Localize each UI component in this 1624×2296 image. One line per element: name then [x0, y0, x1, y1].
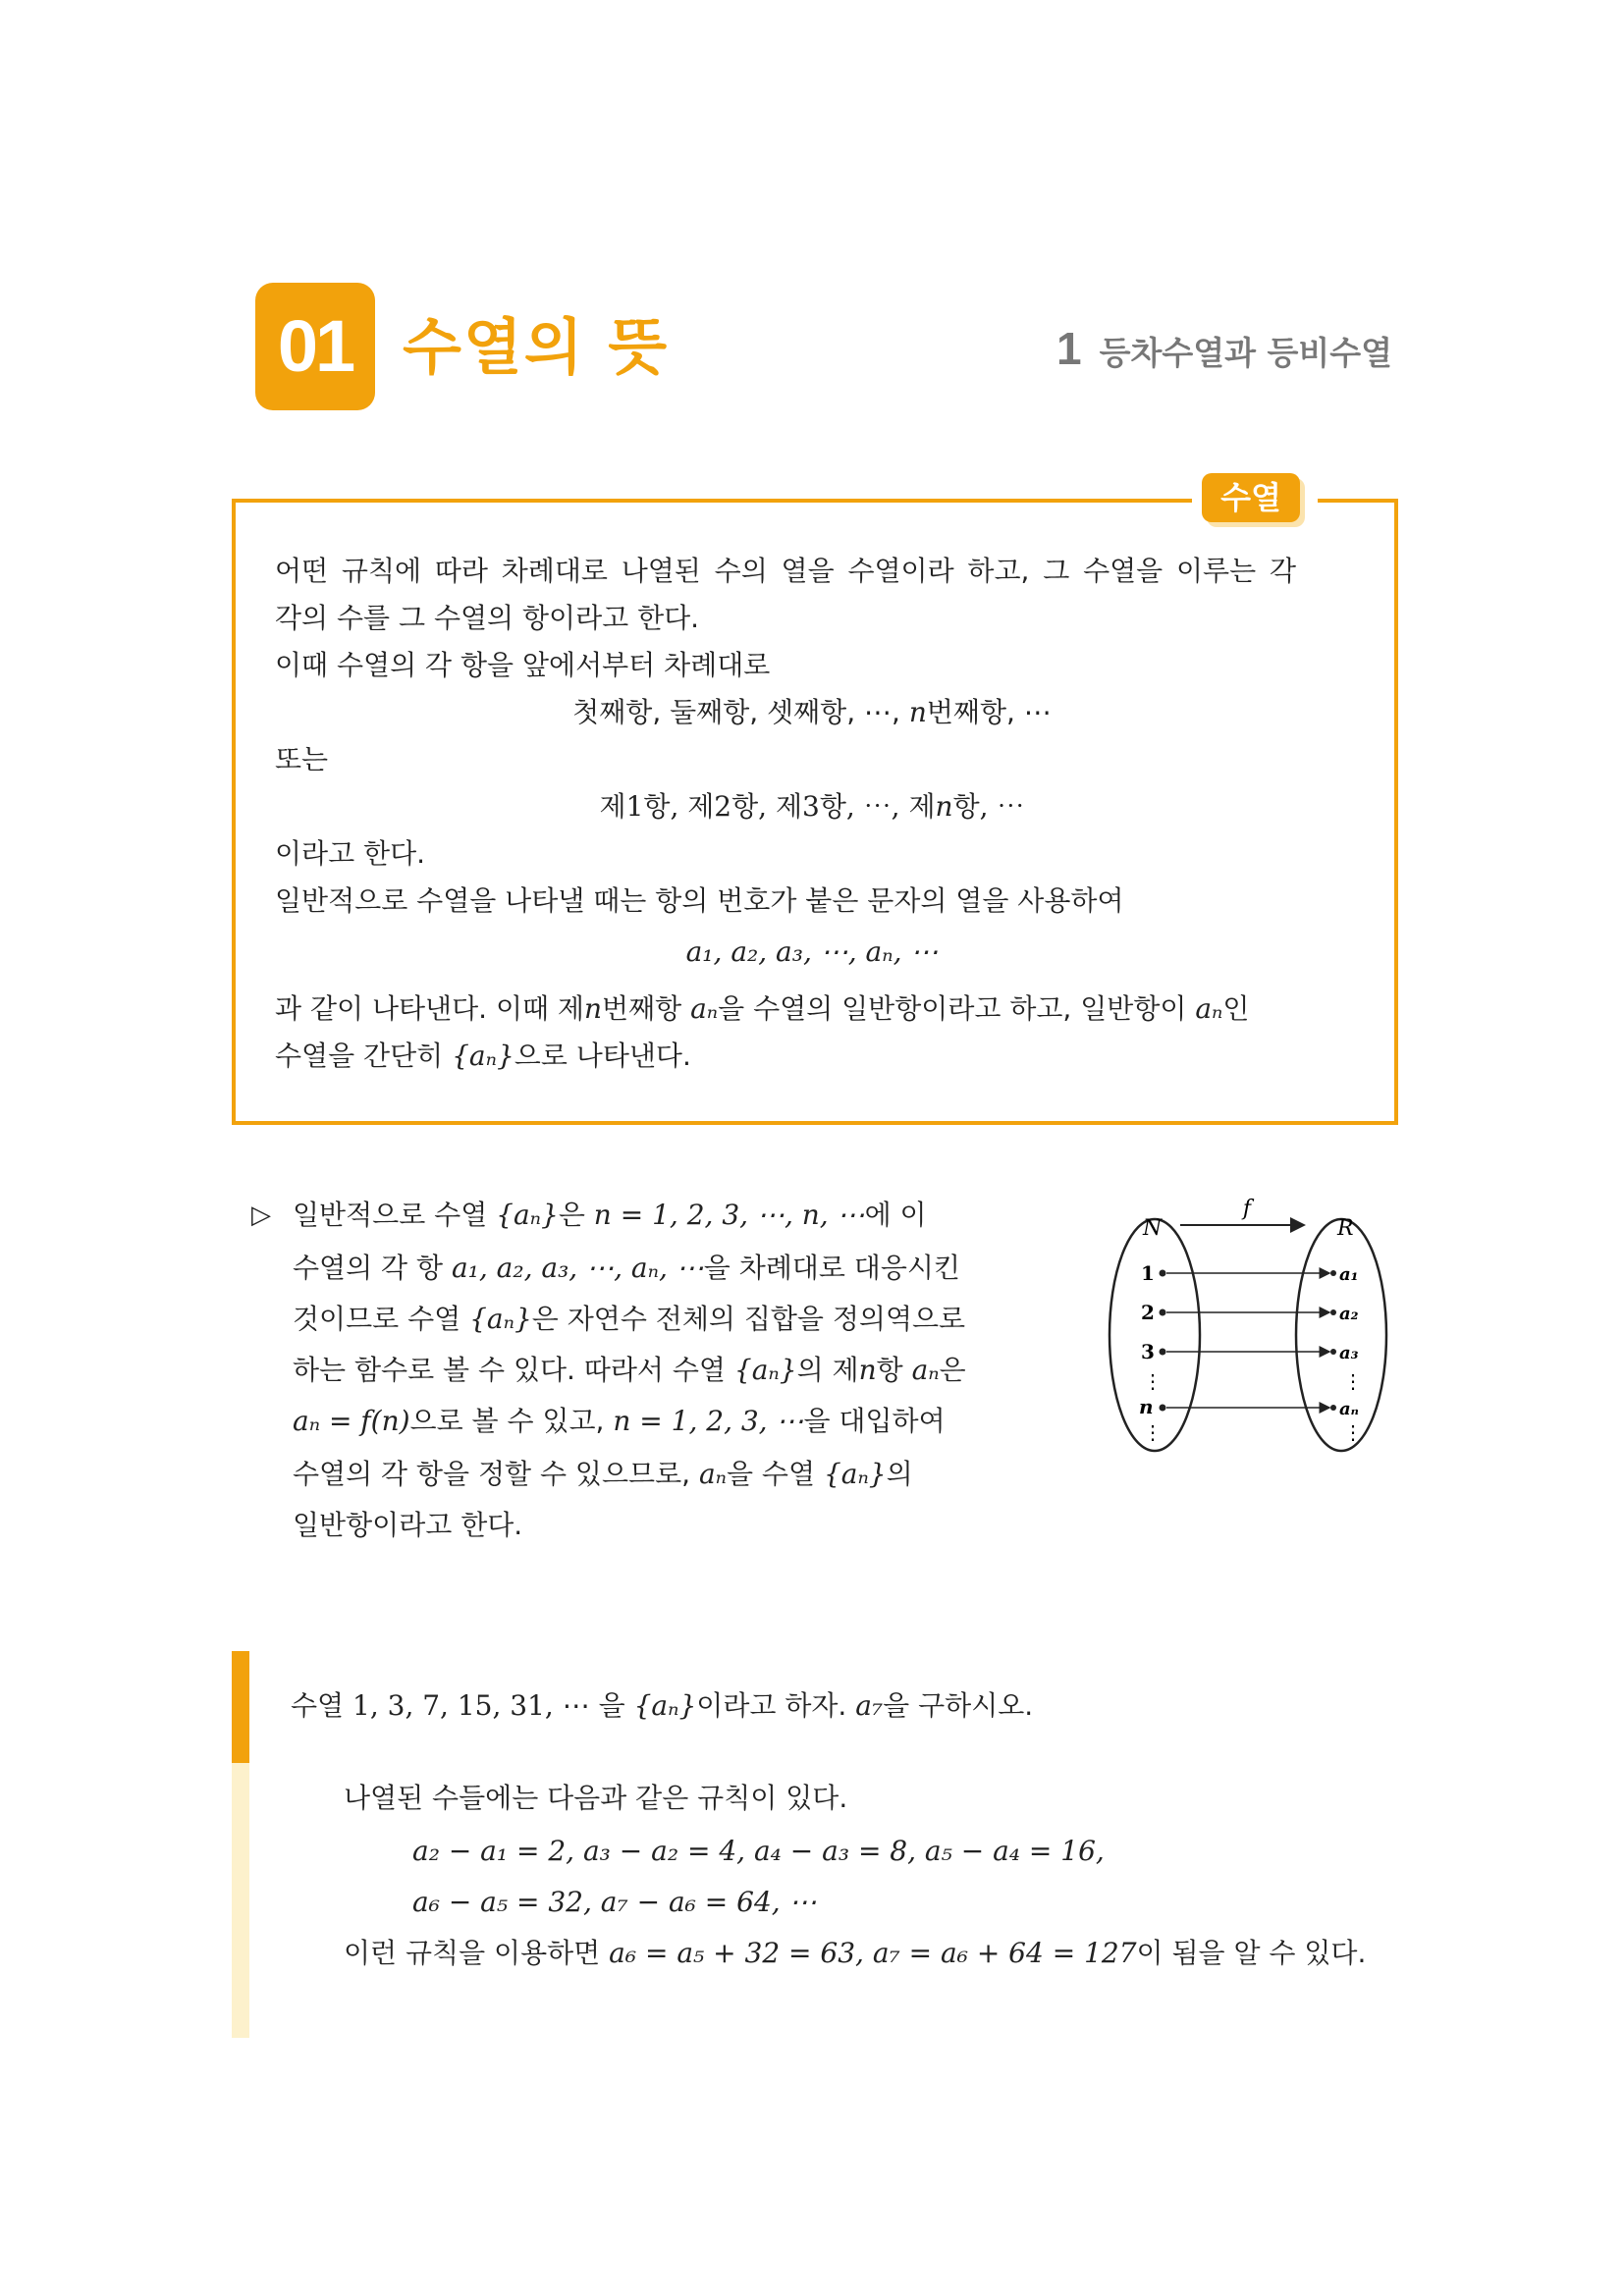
example-question — [291, 1686, 1033, 1726]
term-an: aₙ — [1195, 992, 1223, 1025]
text: 일반적으로 수열 — [293, 1199, 488, 1231]
text: 을 — [598, 1689, 625, 1722]
mapping-row — [1139, 1395, 1359, 1419]
explanation-line-5 — [293, 1402, 946, 1441]
text: 의 제 — [796, 1354, 859, 1386]
definition-line-1: 어떤 규칙에 따라 차례대로 나열된 수의 열을 수열이라 하고, 그 수열을 이루는 각 — [275, 555, 1296, 587]
example-bar — [232, 1651, 249, 1763]
left-element: 1 — [1141, 1261, 1155, 1285]
text: 수열을 간단히 — [275, 1040, 444, 1072]
sequence-set: {aₙ} — [452, 1040, 514, 1072]
chapter-number: 1 — [1056, 323, 1082, 374]
solution-line-1: 나열된 수들에는 다음과 같은 규칙이 있다. — [344, 1782, 848, 1814]
definition-line-10 — [275, 989, 1249, 1029]
sequence-values: 1, 3, 7, 15, 31, ⋯ — [352, 1689, 590, 1722]
definition-line-11 — [275, 1037, 691, 1076]
explanation-line-7: 일반항이라고 한다. — [293, 1509, 523, 1541]
text: 의 — [886, 1458, 913, 1490]
left-element: n — [1139, 1395, 1154, 1418]
var-n: n — [858, 1354, 877, 1386]
set-n-label: N — [1143, 1216, 1163, 1241]
sequence-set: {aₙ} — [633, 1689, 697, 1722]
right-ellipsis: ⋮ — [1343, 1420, 1363, 1444]
right-element: aₙ — [1339, 1399, 1359, 1419]
right-element: a₂ — [1339, 1304, 1359, 1324]
mapping-diagram — [1098, 1188, 1402, 1463]
text: 이라고 하자. — [696, 1689, 847, 1722]
section-title: 수열의 뜻 — [403, 311, 670, 383]
text: 을 수열의 일반항이라고 하고, 일반항이 — [718, 992, 1187, 1025]
mapping-row — [1141, 1261, 1359, 1285]
numbered-terms: 제1항, 제2항, 제3항, ⋯, 제 — [599, 790, 936, 823]
var-n: n — [935, 790, 953, 823]
text: 수열 — [291, 1689, 345, 1722]
right-ellipsis: ⋮ — [1343, 1369, 1363, 1393]
sequence-set: {aₙ} — [469, 1303, 532, 1335]
definition-label: 수열 — [1202, 473, 1300, 522]
text: 것이므로 수열 — [293, 1303, 461, 1335]
function-form: aₙ = f(n) — [293, 1405, 410, 1437]
numbered-terms-end: 항, ⋯ — [952, 790, 1025, 823]
definition-sequence: a₁, a₂, a₃, ⋯, aₙ, ⋯ — [685, 935, 939, 968]
text: 을 수열 — [726, 1458, 816, 1490]
domain-values: n = 1, 2, 3, ⋯ — [613, 1405, 804, 1437]
set-r-label: R — [1337, 1216, 1354, 1241]
text: 을 구하시오. — [883, 1689, 1034, 1722]
text: 하는 함수로 볼 수 있다. 따라서 수열 — [293, 1354, 726, 1386]
text: 은 — [939, 1354, 966, 1386]
left-ellipsis: ⋮ — [1143, 1420, 1163, 1444]
ordinal-terms: 첫째항, 둘째항, 셋째항, ⋯, — [572, 696, 900, 728]
definition-line-2: 각의 수를 그 수열의 항이라고 한다. — [275, 602, 700, 634]
var-n: n — [583, 992, 603, 1025]
explanation-line-2 — [293, 1249, 960, 1288]
ordinal-terms-end: 번째항, ⋯ — [926, 696, 1052, 728]
right-element: a₃ — [1339, 1343, 1359, 1363]
solution-differences-1: a₂ − a₁ = 2, a₃ − a₂ = 4, a₄ − a₃ = 8, a₅ − a₄ = 16, — [412, 1835, 1105, 1867]
term-a7: a₇ — [855, 1689, 884, 1722]
chapter-heading — [1056, 324, 1392, 384]
left-element: 2 — [1141, 1301, 1155, 1324]
definition-line-3: 이때 수열의 각 항을 앞에서부터 차례대로 — [275, 649, 771, 681]
explanation-line-1 — [293, 1196, 927, 1235]
text: 항 — [876, 1354, 903, 1386]
text: 번째항 — [602, 992, 682, 1025]
text: 수열의 각 항을 정할 수 있으므로, — [293, 1458, 691, 1490]
chapter-name: 등차수열과 등비수열 — [1099, 334, 1392, 372]
solution-bar — [232, 1763, 249, 2038]
term-an: aₙ — [690, 992, 719, 1025]
solution-conclusion — [344, 1934, 1366, 1973]
triangle-marker-icon: ▷ — [251, 1201, 271, 1230]
function-label: f — [1242, 1197, 1252, 1221]
solution-math: a₆ = a₅ + 32 = 63, a₇ = a₆ + 64 = 127 — [609, 1937, 1137, 1969]
right-element: a₁ — [1339, 1264, 1359, 1285]
text: 은 자연수 전체의 집합을 정의역으로 — [531, 1303, 966, 1335]
solution-differences-2: a₆ − a₅ = 32, a₇ − a₆ = 64, ⋯ — [412, 1886, 817, 1918]
sequence-set: {aₙ} — [823, 1458, 887, 1490]
sequence-set: {aₙ} — [733, 1354, 797, 1386]
text: 은 — [558, 1199, 585, 1231]
text: 과 같이 나타낸다. 이때 제 — [275, 992, 584, 1025]
terms: a₁, a₂, a₃, ⋯, aₙ, ⋯ — [451, 1252, 704, 1284]
var-n: n — [908, 696, 927, 728]
text: 을 대입하여 — [803, 1405, 946, 1437]
definition-line-8: 일반적으로 수열을 나타낼 때는 항의 번호가 붙은 문자의 열을 사용하여 — [275, 884, 1124, 917]
explanation-line-4 — [293, 1351, 966, 1390]
left-ellipsis: ⋮ — [1143, 1369, 1163, 1393]
definition-line-7: 이라고 한다. — [275, 837, 426, 870]
term-an: aₙ — [698, 1458, 727, 1490]
definition-line-4 — [0, 693, 1624, 732]
text: 인 — [1222, 992, 1250, 1025]
text: 으로 볼 수 있고, — [409, 1405, 605, 1437]
domain-values: n = 1, 2, 3, ⋯, n, ⋯ — [593, 1199, 865, 1231]
left-element: 3 — [1141, 1340, 1155, 1363]
definition-line-5: 또는 — [275, 743, 329, 775]
text: 으로 나타낸다. — [514, 1040, 691, 1072]
mapping-row — [1141, 1340, 1359, 1363]
set-n-ellipse — [1110, 1219, 1200, 1451]
explanation-line-6 — [293, 1455, 913, 1494]
section-number-badge: 01 — [255, 283, 375, 410]
definition-line-6 — [0, 787, 1624, 827]
term-an: aₙ — [911, 1354, 940, 1386]
sequence-set: {aₙ} — [496, 1199, 559, 1231]
text: 에 이 — [864, 1199, 927, 1231]
text: 이 됨을 알 수 있다. — [1136, 1937, 1367, 1969]
mapping-row — [1141, 1301, 1359, 1324]
text: 이런 규칙을 이용하면 — [344, 1937, 601, 1969]
text: 을 차례대로 대응시킨 — [703, 1252, 960, 1284]
explanation-line-3 — [293, 1300, 965, 1339]
text: 수열의 각 항 — [293, 1252, 444, 1284]
